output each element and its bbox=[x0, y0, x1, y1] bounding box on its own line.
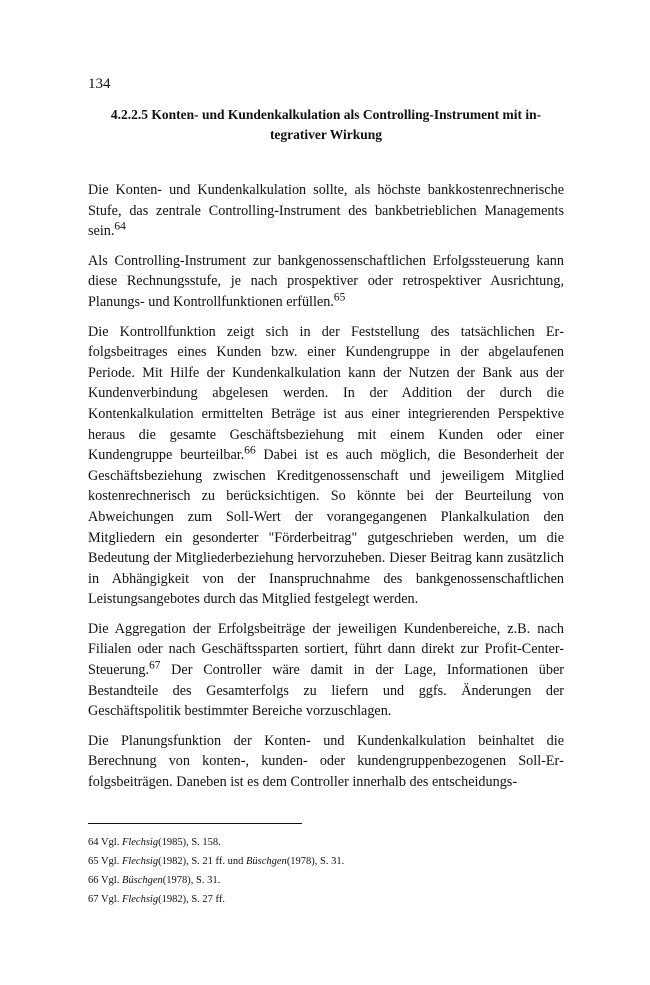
footnote-number: 64 bbox=[88, 837, 99, 848]
footnote-citation: (1982), S. 27 ff. bbox=[158, 894, 225, 905]
paragraph-4 bbox=[88, 619, 564, 722]
footnote-number: 65 bbox=[88, 856, 99, 867]
paragraph-3 bbox=[88, 322, 564, 610]
paragraph-text: Die Konten- und Kundenkalkulation sollte, als höchste bankkostenrechnerische Stufe, das zentrale Controlling-Instrument des bankbetrieblichen Managements sein. bbox=[88, 182, 564, 240]
paragraph-text: Dabei ist es auch möglich, die Besonderheit der Geschäftsbeziehung zwischen Kreditgenossenschaft und jeweiligem Mitglied kostenrechnerisch zu berücksichtigen. So könnte bei der Beurteilung von Abweichungen zum Soll-Wert der vorangegangenen Plankalkulation den Mitgliedern ein gesonderter "Förderbeitrag" gutgeschrieben werden, um die Bedeutung der Mitgliederbeziehung hervorzuheben. Dieser Beitrag kann zusätzlich in Abhängigkeit von der Inanspruchnahme des bankgenossenschaftlichen Leistungsangebotes durch das Mitglied festgelegt werden. bbox=[88, 447, 564, 608]
footnote-author: Flechsig bbox=[121, 837, 159, 848]
footnote-prefix: Vgl. bbox=[100, 875, 120, 886]
footnote-author: Flechsig bbox=[121, 856, 159, 867]
paragraph-5 bbox=[88, 731, 564, 793]
footnote-citation: (1978), S. 31. bbox=[162, 875, 221, 886]
footnote-65 bbox=[88, 852, 344, 871]
page-number: 134 bbox=[88, 76, 111, 92]
footnote-number: 66 bbox=[88, 875, 99, 886]
footnote-divider bbox=[88, 823, 302, 824]
footnote-number: 67 bbox=[88, 894, 99, 905]
footnote-author: Büschgen bbox=[121, 875, 163, 886]
footnotes bbox=[88, 833, 344, 909]
footnote-prefix: Vgl. bbox=[100, 856, 120, 867]
section-heading bbox=[88, 105, 564, 145]
footnote-ref-67: 67 bbox=[149, 659, 161, 672]
section-heading-line-2: tegrativer Wirkung bbox=[269, 127, 383, 142]
paragraph-text: Die Aggregation der Erfolgsbeiträge der jeweiligen Kundenbereiche, z.B. nach Filialen oder nach Geschäftssparten sortiert, führt dann direkt zur Profit-Center-Steuerung. bbox=[88, 620, 564, 679]
footnote-citation: (1982), S. 21 ff. und bbox=[158, 856, 244, 867]
paragraph-text: Die Planungsfunktion der Konten- und Kundenkalkulation beinhaltet die Berechnung von konten-, kunden- oder kundengruppenbezogenen Soll-Erfolgsbeiträgen. Daneben ist es dem Controller innerhalb des entscheidungs- bbox=[88, 732, 564, 791]
paragraph-1 bbox=[88, 180, 564, 242]
footnote-prefix: Vgl. bbox=[100, 837, 120, 848]
paragraph-2 bbox=[88, 251, 564, 313]
footnote-citation: (1978), S. 31. bbox=[286, 856, 345, 867]
footnote-67 bbox=[88, 890, 344, 909]
footnote-author: Flechsig bbox=[121, 894, 159, 905]
footnote-author: Büschgen bbox=[245, 856, 287, 867]
footnote-64 bbox=[88, 833, 344, 852]
section-heading-line-1: 4.2.2.5 Konten- und Kundenkalkulation als Controlling-Instrument mit in- bbox=[110, 107, 542, 122]
paragraph-text: Die Kontrollfunktion zeigt sich in der Feststellung des tatsächlichen Erfolgsbeitrages eines Kunden bzw. einer Kundengruppe in der abgelaufenen Periode. Mit Hilfe der Kundenkalkulation kann der Nutzen der Bank aus der Kundenverbindung abgelesen werden. In der Addition der durch die Kontenkalkulation ermittelten Beträge ist aus einer integrierenden Perspektive heraus die gesamte Geschäftsbeziehung mit einem Kunden oder einer Kundengruppe beurteilbar. bbox=[88, 323, 564, 464]
footnote-ref-65: 65 bbox=[333, 291, 346, 304]
footnote-ref-64: 64 bbox=[114, 220, 126, 233]
footnote-citation: (1985), S. 158. bbox=[158, 837, 221, 848]
footnote-ref-66: 66 bbox=[244, 444, 256, 457]
body-text bbox=[88, 180, 564, 802]
paragraph-text: Der Controller wäre damit in der Lage, Informationen über Bestandteile des Gesamterfolgs zu liefern und ggfs. Änderungen der Geschäftspolitik bestimmter Bereiche vorzuschlagen. bbox=[88, 662, 564, 720]
footnote-prefix: Vgl. bbox=[100, 894, 120, 905]
footnote-66 bbox=[88, 871, 344, 890]
paragraph-text: Als Controlling-Instrument zur bankgenossenschaftlichen Erfolgssteuerung kann diese Rechnungsstufe, je nach prospektiver oder retrospektiver Ausrichtung, Planungs- und Kontrollfunktionen erfüllen. bbox=[88, 252, 564, 310]
